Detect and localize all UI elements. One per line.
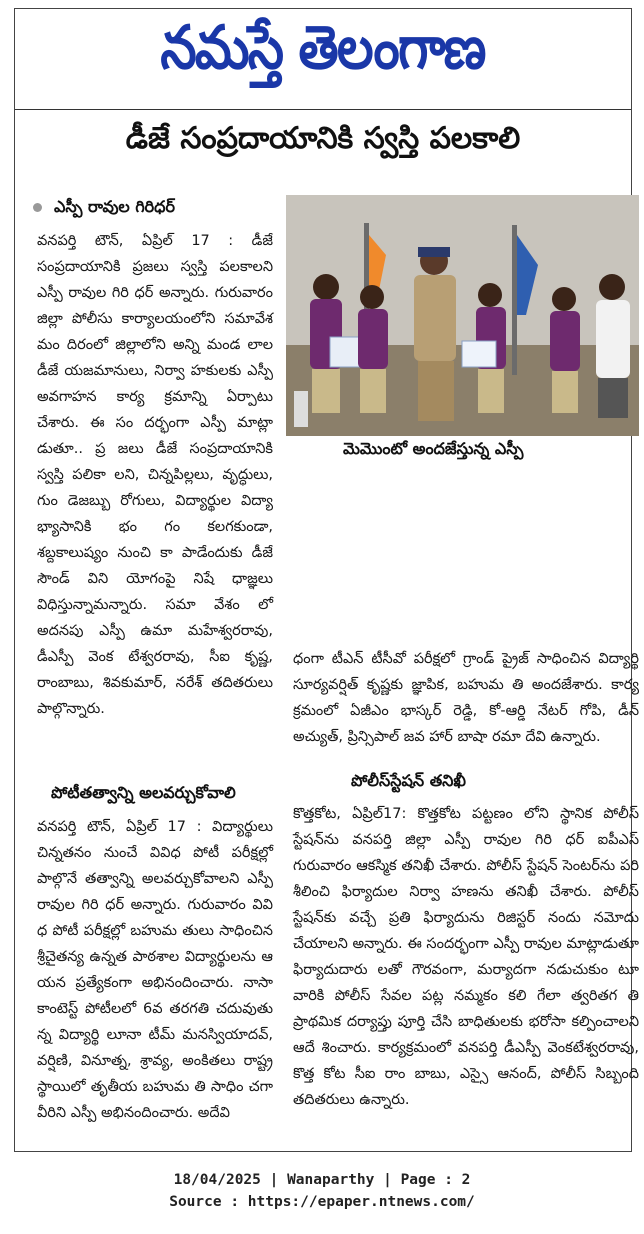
footer-date-line: 18/04/2025 | Wanaparthy | Page : 2 xyxy=(173,1172,471,1188)
news-photo xyxy=(286,195,639,436)
masthead-title: నమస్తే తెలంగాణ xyxy=(160,13,486,83)
newspaper-clipping xyxy=(14,8,639,1152)
article2-continued xyxy=(293,646,639,750)
masthead xyxy=(15,15,631,95)
article2-continued-paragraph: ధంగా టీఎన్ టీసీవో పరీక్షలో గ్రాండ్ ప్రైజ్ సాధించిన విద్యార్థి సూర్యవర్షిత్ కృష్ణకు జ్ఞాపిక, బహుమ తి అందజేశారు. కార్య క్రమంలో ఏజీఎం భాస్కర్ రెడ్డి, కో-ఆర్డి నేటర్ గోపి, డీన్ అచ్యుత్, ప్రిన్సిపాల్ జవ హార్ బాషా రమా దేవి ఉన్నారు. xyxy=(293,651,639,745)
article1-paragraph: వనపర్తి టౌన్, ఏప్రిల్ 17 : డీజే సంప్రదాయానికి ప్రజలు స్వస్తి పలకాలని ఎస్పీ రావుల గిరి ధర్ అన్నారు. గురువారం జిల్లా పోలీసు కార్యాలయంలోని సమావేశ మం దిరంలో జిల్లాలోని అన్ని మండ లాల డీజే యజమానులు, నిర్వా హకులకు ఎస్పీ అవగాహన కార్య క్రమాన్ని ఏర్పాటు చేశారు. ఈ సం దర్భంగా ఎస్పీ మాట్లా డుతూ.. ప్ర జలు డీజే సంప్రదాయానికి స్వస్తి పలికా లని, చిన్నపిల్లలు, వృద్ధులు, గుం డెజబ్బు రోగులు, విద్యార్థుల విద్యా భ్యాసానికి భం గం కలగకుండా, శబ్దకాలుష్యం నుంచి కా పాడేందుకు డీజే సౌండ్ విని యోగంపై నిషే ధాజ్ఞలు విధిస్తున్నామన్నారు. సమా వేశం లో అదనపు ఎస్పీ ఉమా మహేశ్వరరావు, డీఎస్పీ వెంక టేశ్వరరావు, సీఐ కృష్ణ, రాంబాబు, శివకుమార్, నరేశ్ తదితరులు పాల్గొన్నారు. xyxy=(37,233,273,717)
photo-illustration xyxy=(286,195,639,436)
article1-body xyxy=(37,228,273,722)
article2-paragraph: వనపర్తి టౌన్, ఏప్రిల్ 17 : విద్యార్థులు చిన్నతనం నుంచే వివిధ పోటీ పరీక్షల్లో పాల్గొనే తత్వాన్ని అలవర్చుకోవాలని ఎస్పీ రావుల గిరి ధర్ అన్నారు. గురువారం వివి ధ పోటీ పరీక్షల్లో బహుమ తులు సాధించిన శ్రీచైతన్య ఉన్నత పాఠశాల విద్యార్థులను ఆ యన ప్రత్యేకంగా అభినందించారు. నాసా కాంటెస్ట్ పోటీలలో 6వ తరగతి చదువుతు న్న విద్యార్థి లూనా టీమ్ మనస్వియాదవ్, వర్షిణి, వినూత్న, శ్రావ్య, అంకితలు రాష్ట్ర స్థాయిలో తృతీయ బహుమ తి సాధిం చగా వీరిని ఎస్పీ అభినందించారు. అదేవి xyxy=(37,819,273,1121)
article2-heading: పోటీతత్వాన్ని అలవర్చుకోవాలి xyxy=(51,783,236,802)
bullet-icon xyxy=(33,203,42,212)
headline: డీజే సంప్రదాయానికి స్వస్తి పలకాలి xyxy=(125,121,521,156)
article3-paragraph: కొత్తకోట, ఏప్రిల్17: కొత్తకోట పట్టణం లోని స్థానిక పోలీస్ స్టేషన్‌ను వనపర్తి జిల్లా ఎస్పీ రావుల గిరి ధర్ ఐపీఎస్ గురువారం ఆకస్మిక తనిఖీ చేశారు. పోలీస్ స్టేషన్ సెంటర్‌ను పరి శీలించి ఫిర్యాదుల నిర్వా హణను తనిఖీ చేశారు. పోలీస్ స్టేషన్‌కు వచ్చే ప్రతి ఫిర్యాదును రిజిస్టర్ నందు నమోదు చేయాలని అన్నారు. ఈ సందర్భంగా ఎస్పీ రావుల మాట్లాడుతూ ఫిర్యాదుదారు లతో గౌరవంగా, మర్యాదగా నడుచుకుం టూ వారికి పోలీస్ సేవల పట్ల నమ్మకం కలి గేలా త్వరితగ తి ప్రాథమిక దర్యాప్తు పూర్తి చేసి బాధితులకు భరోసా కల్పించాలని ఆదే శించారు. కార్యక్రమంలో వనపర్తి డీఎస్పీ వెంకటేశ్వరరావు, కొత్త కోట సీఐ రాం బాబు, ఎస్సై ఆనంద్, పోలీస్ సిబ్బంది తదితరులు ఉన్నారు. xyxy=(293,806,639,1108)
article2-body xyxy=(37,814,273,1126)
masthead-rule xyxy=(15,109,631,110)
byline-text: ఎస్పీ రావుల గిరిధర్ xyxy=(54,197,175,216)
article3-body xyxy=(293,801,639,1113)
byline xyxy=(33,197,175,220)
photo-caption: మెమొంటో అందజేస్తున్న ఎస్పీ xyxy=(343,439,524,458)
article3-heading: పోలీస్‌స్టేషన్ తనిఖీ xyxy=(351,771,466,790)
footer-source-line: Source : https://epaper.ntnews.com/ xyxy=(169,1194,475,1210)
